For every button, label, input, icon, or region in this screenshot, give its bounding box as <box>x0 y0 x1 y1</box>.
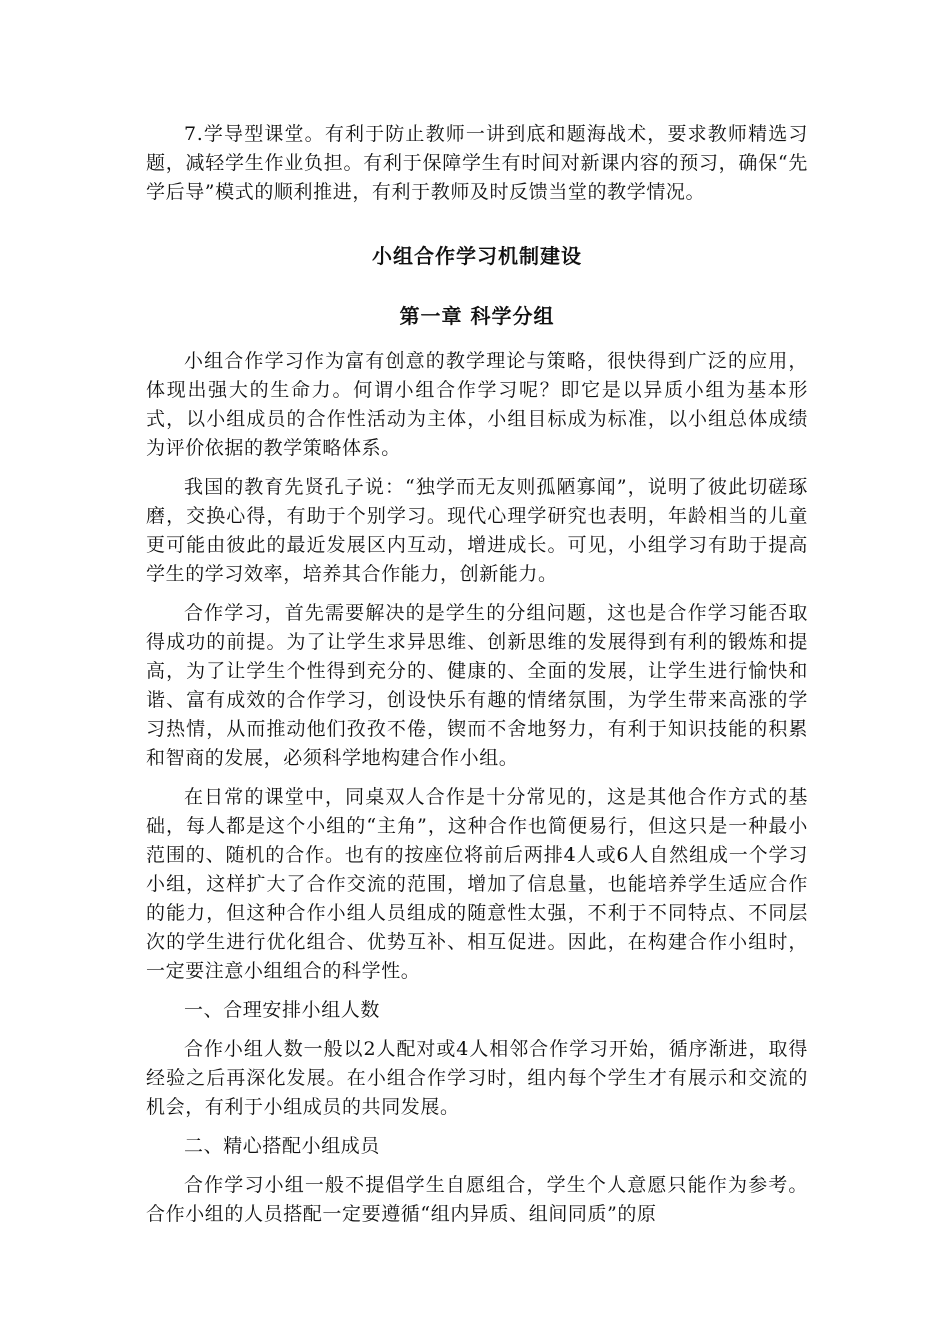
subsection-heading-members: 二、精心搭配小组成员 <box>184 1135 381 1157</box>
paragraph-grouping: 合作学习，首先需要解决的是学生的分组问题，这也是合作学习能否取得成功的前提。为了让学生求异思维、创新思维的发展得到有利的锻炼和提高，为了让学生个性得到充分的、健康的、全面的发展，让学生进行愉快和谐、富有成效的合作学习，创设快乐有趣的情绪氛围，为学生带来高涨的学习热情，从而推动他们孜孜不倦，锲而不舍地努力，有利于知识技能的积累和智商的发展，必须科学地构建合作小组。 <box>146 602 808 769</box>
chapter-title: 第一章 科学分组 <box>399 304 555 328</box>
intro-paragraph: 7.学导型课堂。有利于防止教师一讲到底和题海战术，要求教师精选习题，减轻学生作业负担。有利于保障学生有时间对新课内容的预习，确保“先学后导”模式的顺利推进，有利于教师及时反馈当堂的教学情况。 <box>146 123 808 203</box>
paragraph-confucius: 我国的教育先贤孔子说：“独学而无友则孤陋寡闻”，说明了彼此切磋琢磨，交换心得，有助于个别学习。现代心理学研究也表明，年龄相当的儿童更可能由彼此的最近发展区内互动，增进成长。可见，小组学习有助于提高学生的学习效率，培养其合作能力，创新能力。 <box>146 476 808 585</box>
subsection-text-group-size: 合作小组人数一般以2人配对或4人相邻合作学习开始，循序渐进，取得经验之后再深化发展。在小组合作学习时，组内每个学生才有展示和交流的机会，有利于小组成员的共同发展。 <box>146 1038 808 1118</box>
document-body <box>146 120 808 1239</box>
section-title: 小组合作学习机制建设 <box>372 244 582 268</box>
paragraph-classroom: 在日常的课堂中，同桌双人合作是十分常见的，这是其他合作方式的基础，每人都是这个小组的“主角”，这种合作也简便易行，但这只是一种最小范围的、随机的合作。也有的按座位将前后两排4人或6人自然组成一个学习小组，这样扩大了合作交流的范围，增加了信息量，也能培养学生适应合作的能力，但这种合作小组人员组成的随意性太强，不利于不同特点、不同层次的学生进行优化组合、优势互补、相互促进。因此，在构建合作小组时，一定要注意小组组合的科学性。 <box>146 786 808 982</box>
subsection-heading-group-size: 一、合理安排小组人数 <box>184 999 381 1021</box>
paragraph-definition: 小组合作学习作为富有创意的教学理论与策略，很快得到广泛的应用，体现出强大的生命力。何谓小组合作学习呢？即它是以异质小组为基本形式，以小组成员的合作性活动为主体，小组目标成为标准，以小组总体成绩为评价依据的教学策略体系。 <box>146 350 808 459</box>
subsection-text-members: 合作学习小组一般不提倡学生自愿组合，学生个人意愿只能作为参考。合作小组的人员搭配一定要遵循“组内异质、组间同质”的原 <box>146 1174 808 1225</box>
